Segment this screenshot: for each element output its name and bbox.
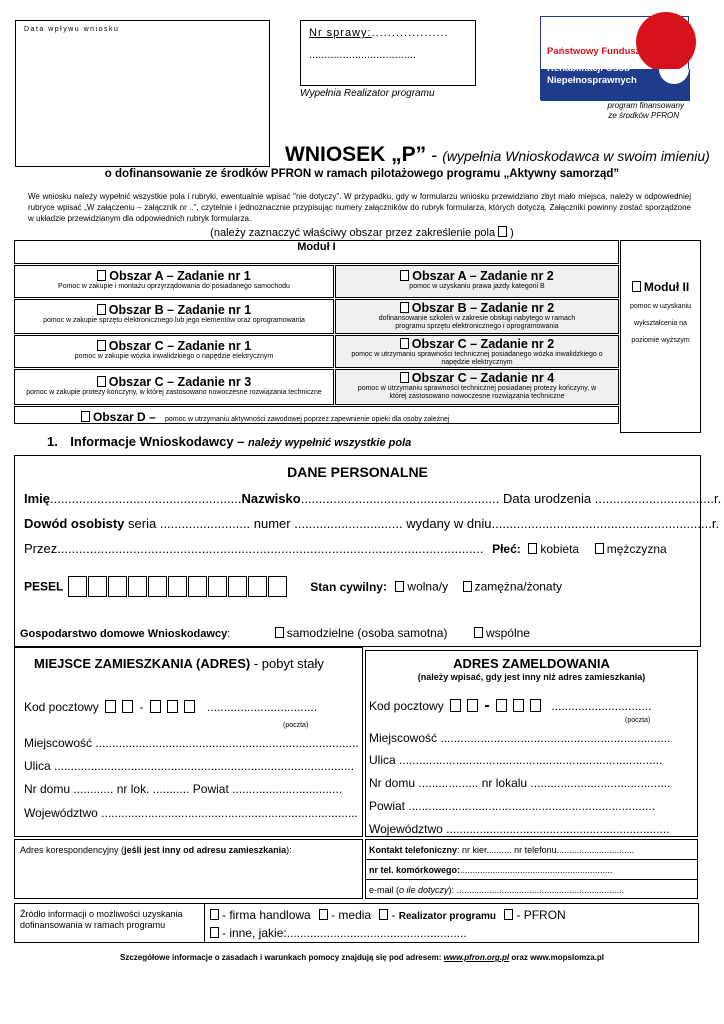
form-title [285,143,710,167]
area-b2[interactable] [335,299,619,334]
footer-and: oraz [509,953,531,962]
area-c1-desc: pomoc w zakupie wózka inwalidzkiego o napędzie elektrycznym [74,353,274,360]
registration-voivodeship-label: Województwo [369,822,443,836]
source-shop-label: - firma handlowa [222,908,311,922]
section1-heading [47,433,411,451]
area-d-desc: pomoc w utrzymaniu aktywności zawodowej poprzez zapewnienie opieki dla osoby zależnej [165,416,450,423]
name-row [24,491,722,506]
footer-link-mops[interactable]: www.mopslomza.pl [530,953,604,962]
name-input[interactable]: ..................................................... [50,491,242,506]
residence-post-office-note: (poczta) [283,722,309,729]
source-realizator-checkbox[interactable] [379,909,388,920]
area-b2-title: Obszar B – Zadanie nr 2 [411,301,555,315]
module2-checkbox[interactable] [632,281,641,292]
registration-county-row [369,799,655,813]
form-instructions: We wniosku należy wypełnić wszystkie pola i rubryki, ewentualnie wpisać "nie dotyczy". W przypadku, gdy w formularzu wniosku przewidziano zbyt mało miejsca, należy w odpowiedniej rubryce wpisać „W załączeniu – załącznik nr ..”, czytelnie i jednoznacznie przypisując numery załączników do rubryk formularza, których dotyczą. Załączniki powinny zostać sporządzone w układzie przewidzianym dla odpowiednich rubryk formularza. [28,192,691,223]
realizator-note: Wypełnia Realizator programu [300,88,435,99]
source-options-row-1 [210,908,566,922]
household-alone-checkbox[interactable] [275,627,284,638]
residence-voivodeship-row [24,806,358,820]
registration-postal-input[interactable]: - [447,699,544,713]
source-shop-checkbox[interactable] [210,909,219,920]
area-c4-desc: pomoc w utrzymaniu sprawności technicznej posiadanej protezy kończyny, w której zastosowano nowoczesne rozwiązania techniczne [357,385,597,400]
date-received-box[interactable] [15,20,270,167]
registration-county-input[interactable]: .......................................................................... [408,799,656,813]
residence-heading [34,656,324,671]
contact-email-input[interactable]: ................................................................... [456,885,625,895]
module2-label: Moduł II [643,280,690,294]
area-d-title: Obszar D [93,410,146,424]
sex-female-label: kobieta [540,542,580,556]
registration-voivodeship-input[interactable]: ................................................................... [446,822,670,836]
household-label: Gospodarstwo domowe Wnioskodawcy [20,628,228,640]
section1-note: należy wypełnić wszystkie pola [248,437,412,449]
registration-county-label: Powiat [369,799,406,813]
residence-city-row [24,736,359,750]
area-c2-checkbox[interactable] [400,338,409,349]
residence-street-label: Ulica [24,759,51,773]
issued-by-input[interactable]: ...................................................................................................................... [57,541,484,556]
residence-house-label: Nr domu [24,782,71,796]
area-a2-checkbox[interactable] [400,270,409,281]
correspondence-label [20,845,292,855]
contact-mobile-input[interactable]: ............................................................. [460,865,613,875]
household-row: Gospodarstwo domowe Wnioskodawcy: samodzielne (osoba samotna) wspólne [20,626,530,640]
source-other-checkbox[interactable] [210,927,219,938]
registration-city-input[interactable]: ..................................................................... [440,731,671,745]
residence-county-input[interactable]: ................................. [232,782,343,796]
source-other-label: - inne, jakie: [222,926,287,940]
source-label: Źródło informacji o możliwości uzyskania dofinansowania w ramach programu [20,909,183,930]
area-d-checkbox[interactable] [81,411,90,422]
area-c3-checkbox[interactable] [97,376,106,387]
area-a2-desc: pomoc w uzyskaniu prawa jazdy kategorii B [409,283,545,290]
correspondence-label-post: ): [286,845,292,855]
form-title-dash: - [426,145,443,165]
form-subtitle: o dofinansowanie ze środków PFRON w ramach pilotażowego programu „Aktywny samorząd” [104,168,620,180]
contact-mobile-label: nr tel. komórkowego: [369,865,461,875]
registration-street-input[interactable]: ............................................................................... [399,753,663,767]
registration-post-office-input[interactable]: .............................. [551,699,652,713]
area-a2-title: Obszar A – Zadanie nr 2 [412,269,554,283]
source-options-row-2 [210,926,467,940]
registration-postal-label: Kod pocztowy [369,699,444,713]
name-label: Imię [24,491,51,506]
sex-female-checkbox[interactable] [528,543,537,554]
issued-suffix: r. [711,516,720,531]
area-b2-checkbox[interactable] [400,302,409,313]
mark-note [0,226,724,239]
area-b1-checkbox[interactable] [97,304,106,315]
pfron-logo [540,16,689,100]
registration-voivodeship-row [369,822,670,836]
registration-city-label: Miejscowość [369,731,438,745]
registration-city-row [369,731,670,745]
area-b1[interactable] [14,299,334,334]
date-received-label: Data wpływu wniosku [24,26,120,33]
sex-label: Płeć [492,542,517,556]
case-number-dots: ................... [371,27,449,39]
registration-street-row [369,753,662,767]
area-d-dash: – [145,410,160,424]
issued-label: wydany w dniu [406,516,492,531]
pesel-row: PESEL Stan cywilny: wolna/y zamężna/żonaty [24,576,694,597]
area-b1-desc: pomoc w zakupie sprzętu elektronicznego lub jego elementów oraz oprogramowania [43,317,305,324]
case-number-label: Nr sprawy: [309,27,372,39]
marital-single-label: wolna/y [407,579,449,594]
sex-male-checkbox[interactable] [595,543,604,554]
module2-desc: pomoc w uzyskaniu wykształcenia na poziomie wyższym [629,303,692,344]
mark-note-text: (należy zaznaczyć właściwy obszar przez zakreślenie pola [210,227,496,239]
registration-house-label: Nr domu [369,776,416,790]
registration-note: (należy wpisać, gdy jest inny niż adres zamieszkania) [417,672,646,682]
residence-street-row [24,759,354,773]
form-title-main: WNIOSEK „P” [285,143,427,166]
contact-phone-title: Kontakt telefoniczny [369,845,458,855]
marital-married-label: zamężna/żonaty [474,579,562,594]
logo-text-line1: Państwowy Fundusz [547,46,641,57]
contact-dial-label: : nr kier. [457,845,490,855]
area-c2-desc: pomoc w utrzymaniu sprawności technicznej posiadanego wózka inwalidzkiego o napędzie elektrycznym [351,351,603,366]
issued-input[interactable]: ............................................................. [491,516,712,531]
area-b1-title: Obszar B – Zadanie nr 1 [108,303,252,317]
source-media-checkbox[interactable] [319,909,328,920]
marital-single-checkbox[interactable] [395,581,404,592]
residence-post-office-input[interactable]: ................................. [207,700,318,714]
contact-email-suffix: ): [448,885,455,895]
case-number-dots-line: ................................... [309,49,416,61]
contact-email-note: o ile dotyczy [399,885,449,895]
residence-postal-label: Kod pocztowy [24,700,99,714]
source-realizator-dash: - [391,908,399,922]
module2-cell[interactable] [620,240,701,433]
section1-title: Informacje Wnioskodawcy [70,434,234,449]
birth-suffix: r. [713,491,722,506]
residence-house-row [24,782,342,796]
household-shared-label: wspólne [485,626,530,640]
source-pfron-label: - PFRON [516,908,566,922]
area-c3-desc: pomoc w zakupie protezy kończyny, w której zastosowano nowoczesne rozwiązania techniczne [26,389,322,396]
contact-email-row [369,885,624,895]
area-c3-title: Obszar C – Zadanie nr 3 [108,375,252,389]
logo-text-line3: Niepełnosprawnych [547,75,637,86]
area-c1-title: Obszar C – Zadanie nr 1 [108,339,252,353]
contact-phone-label: nr telefonu [514,845,557,855]
residence-postal-row [24,700,317,714]
marital-label: Stan cywilny [310,579,383,594]
surname-label: Nazwisko [241,491,301,506]
section1-dash: – [233,434,249,449]
residence-flat-input[interactable]: ........... [152,782,190,796]
footer-link-pfron[interactable]: www.pfron.org.pl [443,953,510,962]
funding-note-1: program finansowany [607,101,684,110]
birth-input[interactable]: ................................. [594,491,714,506]
registration-postal-row [369,697,651,715]
surname-input[interactable]: ....................................................... [300,491,500,506]
issued-by-label: Przez [24,541,58,556]
area-c4[interactable] [335,369,619,405]
id-label: Dowód osobisty [24,516,125,531]
area-a1-title: Obszar A – Zadanie nr 1 [109,269,251,283]
correspondence-label-bold: jeśli jest inny od adresu zamieszkania [124,845,287,855]
birth-label: Data urodzenia [502,491,592,506]
pesel-label: PESEL [24,579,64,594]
contact-email-label: e-mail ( [369,885,400,895]
area-a2[interactable] [335,265,619,298]
personal-data-heading: DANE PERSONALNE [287,464,428,480]
contact-dial-input[interactable]: ......... [489,845,512,855]
contact-phone-row [369,845,634,855]
registration-street-label: Ulica [369,753,396,767]
number-label: numer [253,516,291,531]
area-d[interactable] [14,406,619,424]
series-label: seria [128,516,157,531]
source-realizator-label: Realizator programu [398,911,497,922]
area-c2[interactable] [335,335,619,368]
marital-married-checkbox[interactable] [463,581,472,592]
residence-city-label: Miejscowość [24,736,93,750]
footer-text: Szczegółowe informacje o zasadach i warunkach pomocy znajdują się pod adresem: [120,953,442,962]
series-input[interactable]: ......................... [159,516,251,531]
residence-voivodeship-input[interactable]: ............................................................................. [101,806,358,820]
area-a1-checkbox[interactable] [97,270,106,281]
source-other-input[interactable]: ...................................................... [286,926,467,940]
pesel-input[interactable] [68,578,288,595]
registration-post-office-note: (poczta) [625,717,651,724]
registration-heading: ADRES ZAMELDOWANIA [453,656,610,671]
case-number-box[interactable] [300,20,476,86]
area-c1[interactable] [14,335,334,368]
registration-house-input[interactable]: .................. [418,776,479,790]
mark-example-checkbox [498,226,507,237]
residence-city-input[interactable]: ............................................................................... [95,736,359,750]
registration-flat-input[interactable]: .......................................... [530,776,671,790]
household-alone-label: samodzielne (osoba samotna) [286,626,448,640]
household-shared-checkbox[interactable] [474,627,483,638]
module1-label: Moduł I [297,241,336,253]
footer [0,953,724,962]
source-pfron-checkbox[interactable] [504,909,513,920]
area-a1[interactable] [14,265,334,298]
area-c4-title: Obszar C – Zadanie nr 4 [411,371,555,385]
residence-voivodeship-label: Województwo [24,806,98,820]
logo-text-line2: Rehabilitacji Osób [547,63,630,74]
correspondence-label-pre: Adres korespondencyjny ( [20,845,125,855]
residence-street-input[interactable]: .......................................................................................... [54,759,355,773]
id-row [24,516,720,531]
mark-note-close: ) [510,227,514,239]
area-c1-checkbox[interactable] [97,340,106,351]
contact-mobile-row [369,865,613,875]
funding-note-2: ze środków PFRON [608,111,679,120]
source-media-label: - media [331,908,372,922]
residence-postal-input[interactable]: - [102,700,198,714]
residence-heading-suffix: - pobyt stały [250,656,324,671]
area-c2-title: Obszar C – Zadanie nr 2 [411,337,555,351]
id-number-input[interactable]: .............................. [294,516,403,531]
area-a1-desc: Pomoc w zakupie i montażu oprzyrządowania do posiadanego samochodu [58,283,290,290]
residence-flat-label: nr lok. [116,782,150,796]
area-c4-checkbox[interactable] [400,372,409,383]
area-b2-desc: dofinansowanie szkoleń w zakresie obsługi nabytego w ramach programu sprzętu elektronicznego i oprogramowania [378,315,576,330]
form-title-note: (wypełnia Wnioskodawca w swoim imieniu) [442,148,710,164]
issuer-row: Przez...................................................................................................................... Płeć: kobieta mężczyzna [24,541,667,556]
residence-heading-main: MIEJSCE ZAMIESZKANIA (ADRES) [34,656,251,671]
source-divider [204,903,205,943]
contact-phone-input[interactable]: ............................... [556,845,635,855]
sex-male-label: mężczyzna [606,542,667,556]
residence-county-label: Powiat [192,782,229,796]
logo-circle [636,12,696,72]
residence-house-input[interactable]: ............ [73,782,114,796]
area-c3[interactable] [14,369,334,405]
registration-house-row [369,776,670,790]
section1-number: 1. [47,434,58,449]
registration-flat-label: nr lokalu [481,776,528,790]
